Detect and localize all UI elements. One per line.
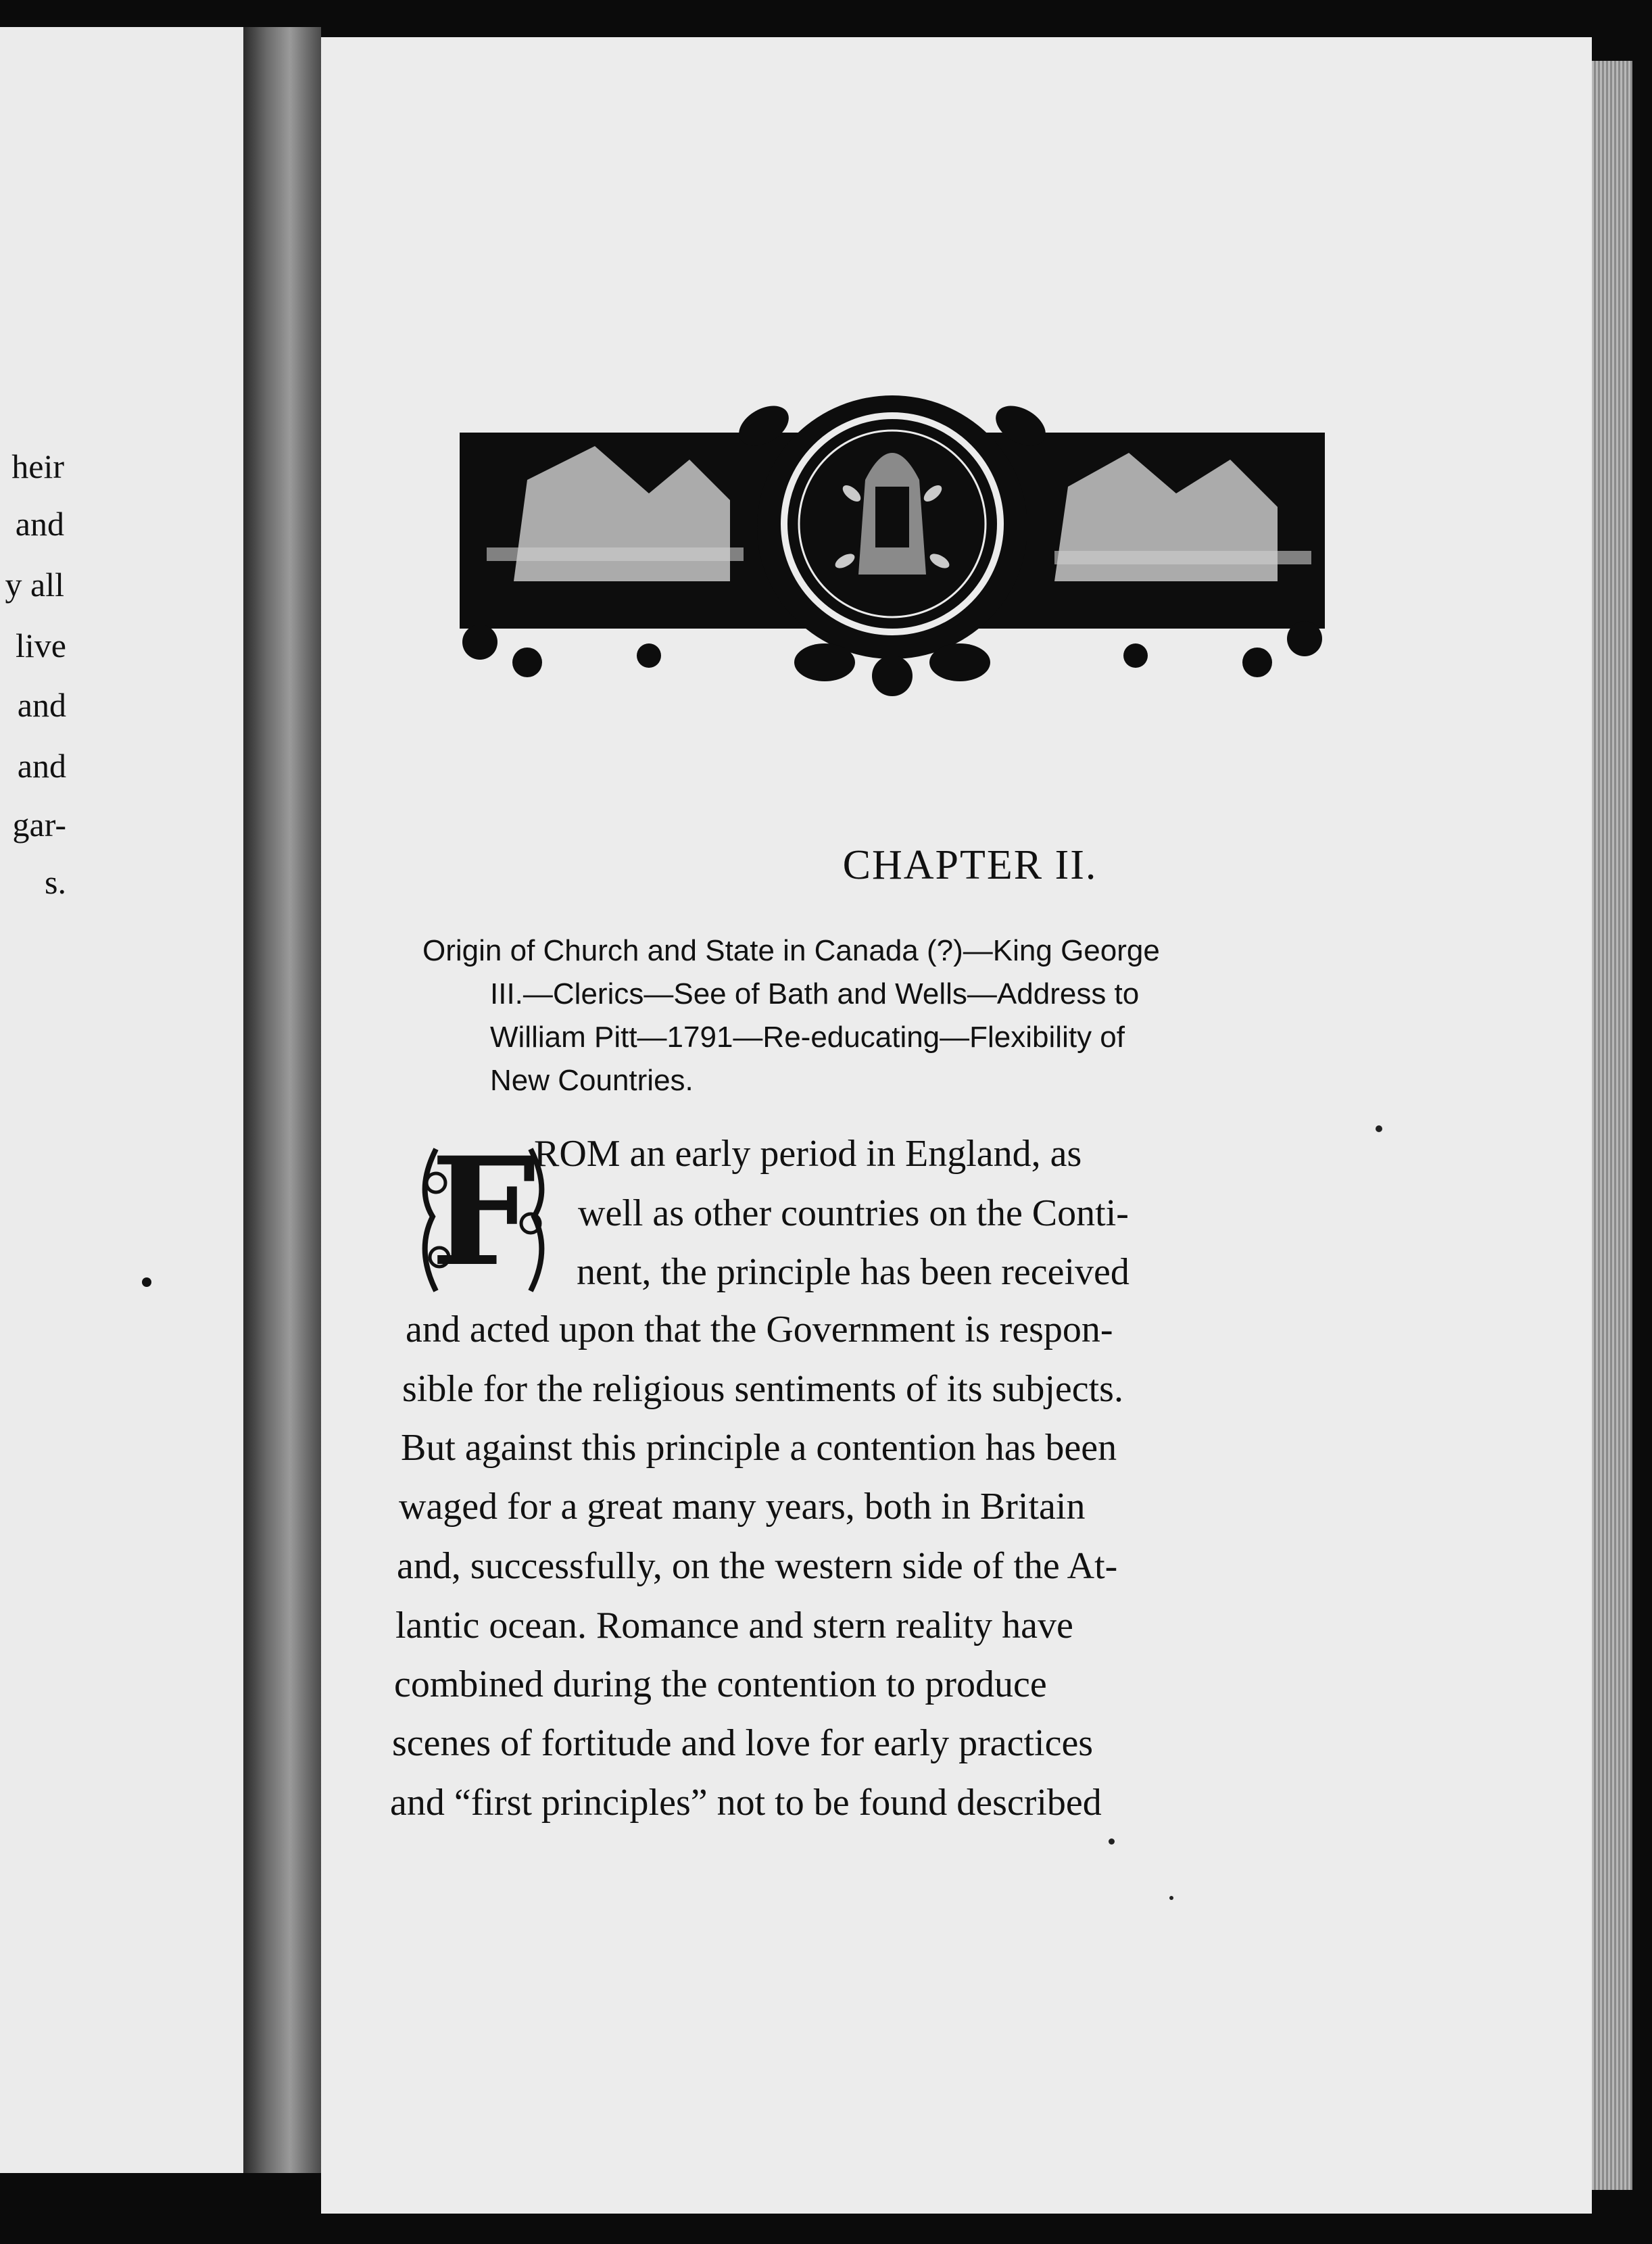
body-line: But against this principle a contention has been bbox=[401, 1427, 1117, 1469]
left-line: heir bbox=[11, 447, 64, 485]
left-line: live bbox=[16, 627, 66, 664]
decorative-headpiece bbox=[446, 379, 1338, 730]
body-line: combined during the contention to produce bbox=[394, 1663, 1047, 1705]
left-line: and bbox=[17, 747, 66, 785]
body-line: and “first principles” not to be found described bbox=[390, 1782, 1102, 1824]
body-line: waged for a great many years, both in Britain bbox=[399, 1486, 1086, 1528]
drop-cap-initial bbox=[416, 1122, 551, 1311]
summary-line: New Countries. bbox=[490, 1064, 694, 1097]
body-line: ROM an early period in England, as bbox=[534, 1133, 1082, 1175]
book-gutter bbox=[243, 27, 321, 2173]
ink-dot bbox=[142, 1277, 151, 1287]
body-line: well as other countries on the Conti- bbox=[578, 1192, 1129, 1234]
left-line: y all bbox=[5, 566, 64, 604]
ink-speck bbox=[1169, 1896, 1173, 1900]
left-line: and bbox=[15, 505, 64, 543]
body-line: lantic ocean. Romance and stern reality have bbox=[395, 1605, 1073, 1647]
page-edges bbox=[1592, 61, 1632, 2190]
body-line: sible for the religious sentiments of its subjects. bbox=[402, 1368, 1123, 1410]
left-line: gar- bbox=[12, 806, 66, 844]
ink-speck bbox=[1376, 1125, 1382, 1132]
ink-speck bbox=[1109, 1838, 1115, 1845]
left-line: s. bbox=[45, 863, 66, 901]
body-line: scenes of fortitude and love for early practices bbox=[392, 1722, 1094, 1764]
body-line: and acted upon that the Government is respon- bbox=[406, 1309, 1113, 1350]
summary-line: III.—Clerics—See of Bath and Wells—Address to bbox=[490, 977, 1140, 1010]
svg-text:F: F bbox=[430, 1124, 537, 1299]
left-page bbox=[0, 27, 243, 2173]
summary-line: William Pitt—1791—Re-educating—Flexibility of bbox=[490, 1021, 1125, 1054]
right-page bbox=[321, 37, 1592, 2214]
left-line: and bbox=[17, 686, 66, 724]
chapter-title: CHAPTER II. bbox=[842, 842, 1098, 888]
summary-line: Origin of Church and State in Canada (?)—King George bbox=[422, 934, 1160, 967]
body-line: nent, the principle has been received bbox=[577, 1251, 1129, 1293]
body-line: and, successfully, on the western side of the At- bbox=[397, 1545, 1118, 1587]
